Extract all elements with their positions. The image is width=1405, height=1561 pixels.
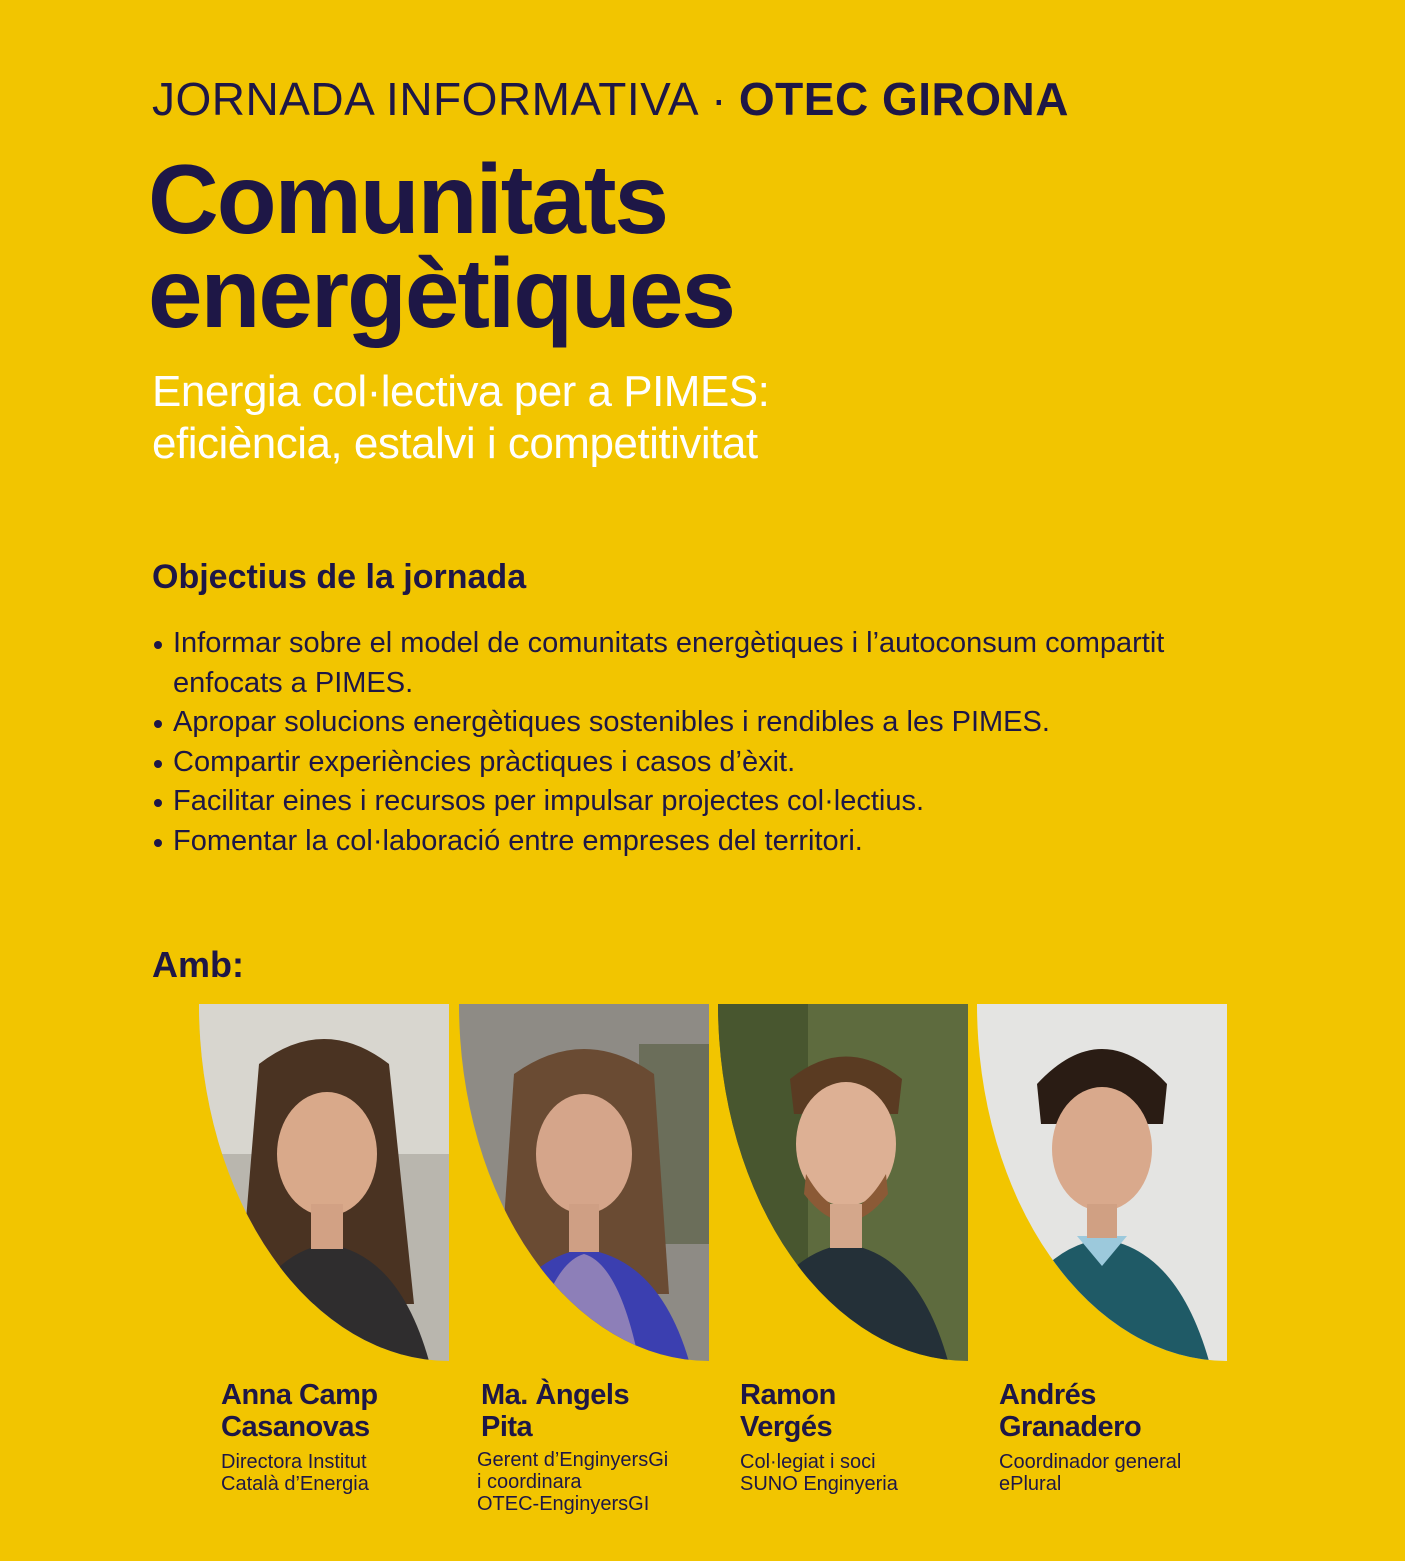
title-line-2: energètiques (148, 238, 734, 348)
title-line-1: Comunitats (148, 144, 667, 254)
speaker-name: Andrés Granadero (999, 1379, 1142, 1443)
speaker-photo (718, 1004, 968, 1361)
kicker-organizer: OTEC GIRONA (738, 73, 1069, 125)
speaker-role: Col·legiat i soci SUNO Enginyeria (740, 1451, 898, 1495)
speaker-card (977, 1004, 1227, 1495)
speaker-card (199, 1004, 449, 1495)
speakers-heading: Amb: (152, 944, 244, 985)
speaker-photo (977, 1004, 1227, 1361)
speaker-photo (459, 1004, 709, 1361)
page-subtitle (152, 366, 769, 470)
objective-item: Informar sobre el model de comunitats energètiques i l’autoconsum compartit enfocats a PIMES. (152, 624, 1252, 703)
event-kicker (152, 72, 1069, 126)
speaker-name: Ramon Vergés (740, 1379, 836, 1443)
objectives-list (152, 624, 1252, 861)
speaker-card (459, 1004, 709, 1515)
subtitle-line-2: eficiència, estalvi i competitivitat (152, 419, 758, 468)
objective-item: Facilitar eines i recursos per impulsar projectes col·lectius. (152, 782, 1252, 822)
subtitle-line-1: Energia col·lectiva per a PIMES: (152, 367, 770, 416)
speaker-name: Anna Camp Casanovas (221, 1379, 378, 1443)
speaker-role: Directora Institut Català d’Energia (221, 1451, 369, 1495)
objective-item: Compartir experiències pràctiques i casos d’èxit. (152, 743, 1252, 783)
kicker-light: JORNADA INFORMATIVA (152, 73, 700, 125)
speaker-role: Gerent d’EnginyersGi i coordinara OTEC-EnginyersGI (477, 1449, 669, 1515)
objective-item: Fomentar la col·laboració entre empreses del territori. (152, 822, 1252, 862)
objectives-heading: Objectius de la jornada (152, 558, 527, 596)
speaker-role: Coordinador general ePlural (999, 1451, 1182, 1495)
speaker-name: Ma. Àngels Pita (481, 1379, 630, 1443)
speaker-card (718, 1004, 968, 1495)
kicker-separator: · (711, 73, 727, 125)
objective-item: Apropar solucions energètiques sostenibles i rendibles a les PIMES. (152, 703, 1252, 743)
page-title (148, 144, 734, 348)
speaker-photo (199, 1004, 449, 1361)
